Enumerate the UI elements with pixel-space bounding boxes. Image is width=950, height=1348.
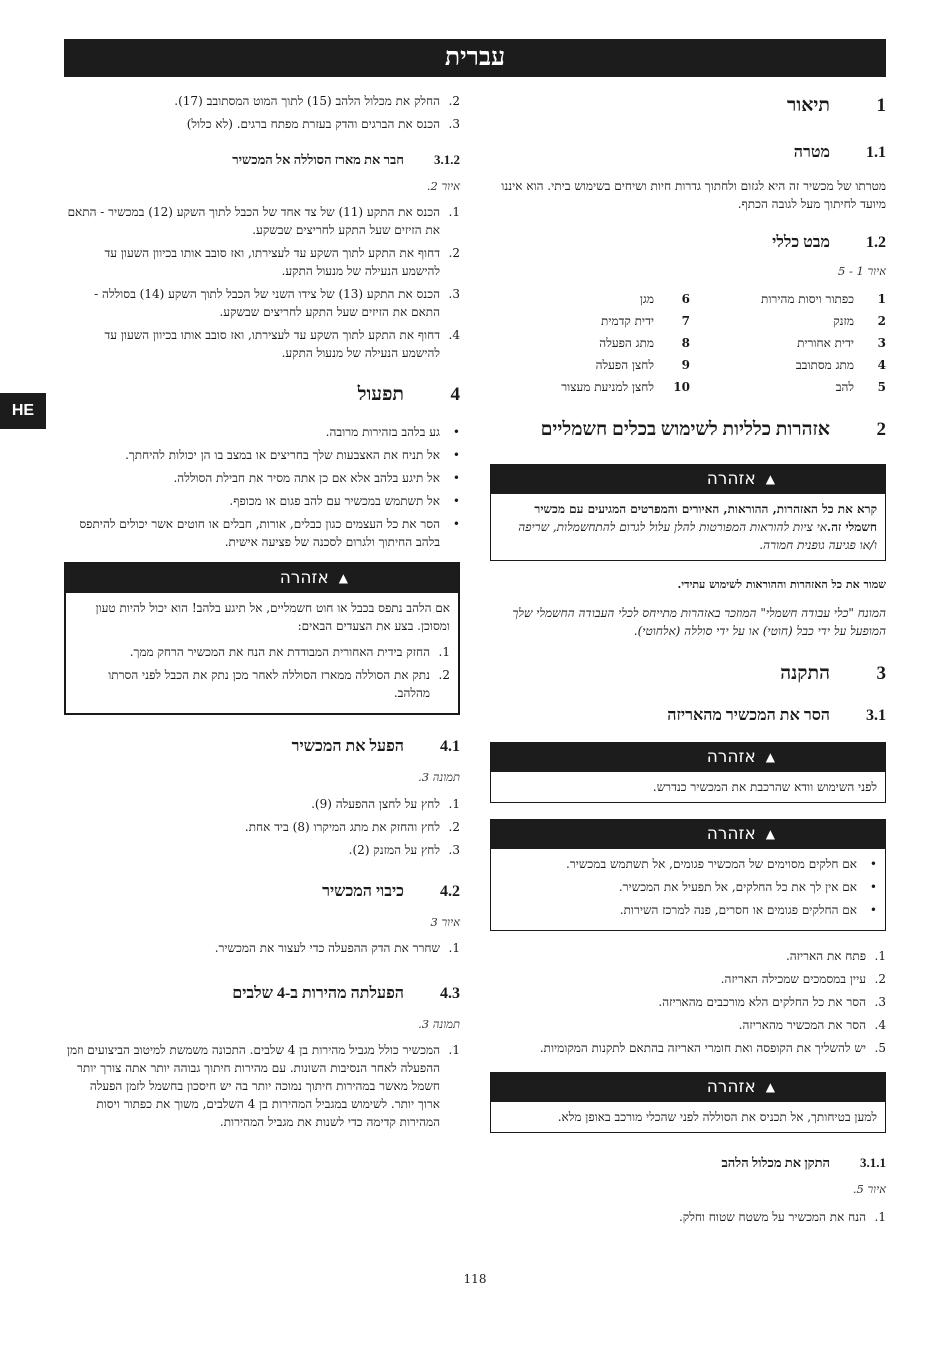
warning-icon: ▲ (765, 472, 775, 487)
step-text: לחץ על לחצן ההפעלה (9). (311, 796, 440, 811)
list-item (74, 666, 450, 702)
list-item (64, 285, 460, 321)
warning-icon: ▲ (765, 1080, 775, 1095)
section-title: חבר את מארז הסוללה אל המכשיר (232, 152, 404, 167)
part-label: מזנק (833, 313, 854, 328)
part-number: 6 (681, 291, 690, 306)
section-number: 3.1.1 (860, 1155, 886, 1171)
step-text: עיין במסמכים שמכילה האריזה. (720, 972, 866, 987)
section-heading (64, 880, 460, 904)
part-number: 2 (877, 313, 886, 328)
section-number: 2 (876, 418, 886, 440)
section-heading (64, 735, 460, 759)
part-label: להב (835, 379, 854, 394)
warning-header (491, 743, 885, 772)
purpose-text: מטרתו של מכשיר זה היא לגזום ולחתוך גדרות חיות ושיחים בשימוש ביתי. הוא איננו מיועד לחיתוך מעל לגובה הכתף. (501, 178, 886, 211)
step-number: 2. (448, 94, 460, 108)
section-heading (490, 704, 886, 728)
step-text: דחוף את התקע לתוך השקע עד לעצירתו, ואז סובב אותו בכיוון השעון עד להישמע הנעילה של מנעול התקע. (104, 327, 440, 360)
stop-steps (64, 939, 460, 957)
parts-list (490, 290, 886, 396)
list-item (64, 795, 460, 813)
list-item: • גע בלהב בזהירות מרובה. (64, 423, 460, 441)
list-item (64, 115, 460, 133)
part-label: מתג מסתובב (795, 357, 854, 372)
warning-label: אזהרה (706, 824, 756, 845)
section-title: התקנה (780, 662, 830, 684)
part-number: 9 (681, 357, 690, 372)
warning-label: אזהרה (706, 1077, 756, 1098)
list-item (64, 92, 460, 110)
step-number: 3. (448, 286, 460, 301)
figure-reference: איור 2. (426, 178, 460, 193)
step-text: הכנס את הברגים והדק בעזרת מפתח ברגים. (לא כלול) (186, 117, 440, 131)
step-text: החזק בידית האחורית המבודדת את הנח את המכשיר הרחק ממך. (129, 645, 430, 660)
part-label: ידית קדמית (601, 313, 654, 328)
list-item (490, 1039, 886, 1057)
figure-reference: איור 5. (852, 1181, 886, 1196)
section-title: הסר את המכשיר מהאריזה (667, 707, 830, 725)
step-number: 3. (874, 995, 886, 1010)
figure-reference: תמונה 3. (418, 1016, 460, 1031)
step-number: 1. (874, 1210, 886, 1224)
list-item (490, 970, 886, 988)
warning-body (491, 494, 885, 560)
section-title: הפעל את המכשיר (291, 738, 404, 756)
warning-header (66, 564, 458, 593)
warning-bold-text: קרא את כל האזהרות, ההוראות, האיורים והמפרטים המגיעים עם מכשיר חשמלי זה. (534, 502, 877, 535)
step-text: הנח את המכשיר על משטח שטוח וחלק. (678, 1210, 866, 1224)
figure-reference: תמונה 3. (418, 770, 460, 785)
part-label: מתג הפעלה (599, 335, 654, 350)
section-heading (490, 660, 886, 689)
section-heading (490, 231, 886, 255)
list-item (74, 643, 450, 661)
step-number: 4. (448, 327, 460, 342)
list-item (64, 326, 460, 362)
warning-body: לפני השימוש וודא שהרכבת את המכשיר כנדרש. (652, 780, 877, 795)
part-label: לחצן הפעלה (595, 357, 654, 372)
section-number: 3.1.2 (434, 152, 460, 167)
section-heading (490, 1153, 886, 1173)
warning-label: אזהרה (706, 747, 756, 768)
step-text: הכנס את התקע (13) של צידו השני של הכבל לתוך השקע (14) בסוללה - התאם את הזיזים שעל התקע לחריצים שבשקע. (94, 286, 440, 319)
list-item (490, 1208, 886, 1226)
section-number: 4.2 (440, 882, 460, 900)
list-item-text: הסר את כל העצמים כגון כבלים, אורות, חבלים או חוטים אשר יכולים להיתפס בלהב החיתוך ולגרום לסכנה של פציעה אישית. (79, 517, 440, 550)
step-text: נתק את הסוללה ממארז הסוללה לאחר מכן נתק את הכבל לפני הסרתו מהלהב. (108, 668, 430, 701)
list-item-text: אם החלקים פגומים או חסרים, פנה למרכז השירות. (619, 903, 857, 918)
warning-italic-text: אי ציות להוראות המפורטות להלן עלול לגרום להתחשמלות, שריפה ו/או פגיעה גופנית חמורה. (518, 520, 877, 553)
step-text: לחץ והחזק את מתג המיקרו (8) ביד אחת. (244, 819, 440, 834)
section-heading (64, 150, 460, 170)
warning-header (491, 465, 885, 494)
list-item-text: אל תיגע בלהב אלא אם כן אתה מסיר את חבילת הסוללה. (173, 471, 440, 486)
section-number: 1.2 (866, 233, 886, 251)
section-title: כיבוי המכשיר (322, 882, 404, 900)
list-item (64, 818, 460, 836)
warning-header (491, 820, 885, 849)
section-number: 3 (876, 662, 886, 684)
part-number: 1 (877, 291, 886, 306)
section-number: 4.3 (440, 984, 460, 1002)
warning-box (490, 742, 886, 803)
step-text: לחץ על המזנק (2). (348, 842, 440, 857)
part-number: 10 (673, 379, 690, 394)
list-item (64, 244, 460, 280)
section-heading (64, 982, 460, 1006)
step-number: 1. (448, 204, 460, 219)
warning-label: אזהרה (279, 568, 329, 589)
part-label: כפתור ויסות מהירות (761, 291, 854, 306)
step-number: 2. (448, 819, 460, 834)
step-number: 1. (874, 949, 886, 964)
part-number: 5 (877, 379, 886, 394)
section-title: מטרה (793, 143, 830, 161)
list-item: • אל תשתמש במכשיר עם להב פגום או מכופף. (64, 492, 460, 510)
section-title: אזהרות כלליות לשימוש בכלים חשמליים (540, 418, 830, 440)
step-number: 1. (448, 796, 460, 811)
step-text: יש להשליך את הקופסה ואת חומרי האריזה בהתאם לתקנות המקומיות. (539, 1041, 866, 1056)
warning-intro-text: אם הלהב נתפס בכבל או חוט חשמליים, אל תיגע בלהב! הוא יכול להיות טעון ומסוכן. בצע את הצעדים הבאים: (95, 601, 450, 634)
step-text: שחרר את הדק ההפעלה כדי לעצור את המכשיר. (214, 940, 440, 955)
term-definition-text: המונח "כלי עבודה חשמלי" המוזכר באזהרות מתייחס לכלי העבודה החשמלי שלך המופעל על ידי כבל (חוטי) או על ידי סוללה (אלחוטי). (512, 605, 886, 638)
part-number: 4 (877, 357, 886, 372)
step-number: 1. (438, 645, 450, 660)
step-number: 3. (448, 842, 460, 857)
language-title-bar: עברית (64, 39, 886, 77)
section-title: הפעלתה מהירות ב-4 שלבים (232, 984, 404, 1002)
warning-box (64, 562, 460, 715)
list-item: • אם אין לך את כל החלקים, אל תפעיל את המכשיר. (499, 878, 877, 896)
list-item (64, 841, 460, 859)
section-heading (64, 381, 460, 410)
section-number: 1.1 (866, 143, 886, 161)
step-text: דחוף את התקע לתוך השקע עד לעצירתו, ואז סובב אותו בכיוון השעון עד להישמע הנעילה של מנעול התקע. (104, 245, 440, 278)
list-item-text: אם חלקים מסוימים של המכשיר פגומים, אל תשתמש במכשיר. (566, 857, 857, 872)
battery-connect-steps (64, 203, 460, 362)
step-number: 3. (448, 117, 460, 131)
right-column (490, 92, 886, 1231)
list-item (490, 993, 886, 1011)
list-item: • אם החלקים פגומים או חסרים, פנה למרכז השירות. (499, 901, 877, 919)
list-item (64, 203, 460, 239)
keep-instructions-text: שמור את כל האזהרות וההוראות לשימוש עתידי. (677, 578, 886, 592)
step-number: 5. (874, 1041, 886, 1056)
list-item-text: אם אין לך את כל החלקים, אל תפעיל את המכשיר. (618, 880, 857, 895)
step-number: 4. (874, 1018, 886, 1033)
step-text: הסר את המכשיר מהאריזה. (738, 1018, 866, 1033)
part-number: 7 (681, 313, 690, 328)
list-item: • אל תיגע בלהב אלא אם כן אתה מסיר את חבילת הסוללה. (64, 469, 460, 487)
step-number: 1. (448, 1043, 460, 1057)
part-label: ידית אחורית (797, 335, 854, 350)
section-title: התקן את מכלול הלהב (721, 1155, 830, 1171)
section-number: 1 (876, 95, 886, 116)
step-number: 1. (448, 940, 460, 955)
list-item (490, 1016, 886, 1034)
part-number: 8 (681, 335, 690, 350)
warning-body (491, 849, 885, 930)
unpack-steps (490, 947, 886, 1057)
warning-icon: ▲ (765, 750, 775, 765)
step-text: פתח את האריזה. (785, 949, 866, 964)
warning-header (491, 1073, 885, 1102)
language-side-tab: HE (0, 393, 46, 429)
figure-reference: איור 3 (430, 914, 460, 929)
warning-label: אזהרה (706, 469, 756, 490)
warning-icon: ▲ (338, 571, 348, 586)
warning-box (490, 464, 886, 561)
step-text: החלק את מכלול הלהב (15) לתוך המוט המסתובב (17). (174, 94, 440, 108)
left-column (64, 92, 460, 1136)
section-heading (490, 416, 886, 445)
blade-install-steps (490, 1208, 886, 1226)
blade-install-steps-continued (64, 92, 460, 133)
section-title: מבט כללי (772, 233, 830, 251)
list-item (64, 1041, 460, 1131)
list-item-text: אל תשתמש במכשיר עם להב פגום או מכופף. (229, 494, 440, 509)
figure-reference: איור 1 - 5 (837, 263, 886, 278)
section-heading (490, 141, 886, 165)
part-label: מגן (639, 291, 654, 306)
section-title: תפעול (357, 383, 404, 405)
part-number: 3 (877, 335, 886, 350)
section-number: 4.1 (440, 738, 460, 756)
part-label: לחצן למניעת מעצור (561, 379, 654, 394)
list-item-text: אל תניח את האצבעות שלך בחריצים או במצב בו הן יכולות להיחתך. (125, 448, 440, 463)
step-number: 2. (874, 972, 886, 987)
section-heading (490, 92, 886, 121)
warning-body: למען בטיחותך, אל תכניס את הסוללה לפני שהכלי מורכב באופן מלא. (557, 1110, 877, 1125)
step-text: המכשיר כולל מגביל מהירות בן 4 שלבים. התכונה משמשת למיטוב הביצועים וזמן ההפעלה לאחר הנסיבות השונות. עם מהירות חיתוך גבוהה יותר אתה צורך יותר חשמל מאשר במהירות חיתוך נמוכה יותר בה יש חיסכון בחשמל לזמן הפעלה ארוך יותר. לשימוש במגביל המהירות בן 4 השלבים, משוך את כפתור ויסות המהירות קדימה כדי לשנות את מגביל המהירות. (66, 1043, 440, 1129)
section-number: 4 (450, 383, 460, 405)
list-item-text: גע בלהב בזהירות מרובה. (325, 425, 440, 440)
warning-box (490, 1072, 886, 1133)
list-item: • הסר את כל העצמים כגון כבלים, אורות, חבלים או חוטים אשר יכולים להיתפס בלהב החיתוך ולגרום לסכנה של פציעה אישית. (64, 515, 460, 551)
list-item (64, 939, 460, 957)
start-steps (64, 795, 460, 859)
section-number: 3.1 (866, 707, 886, 725)
step-number: 2. (448, 245, 460, 260)
section-title: תיאור (787, 95, 830, 116)
warning-icon: ▲ (765, 827, 775, 842)
step-text: הסר את כל החלקים הלא מורכבים מהאריזה. (658, 995, 866, 1010)
step-text: הכנס את התקע (11) של צד אחד של הכבל לתוך השקע (12) במכשיר - התאם את הזיזים שעל התקע לחריצים שבשקע. (67, 204, 440, 237)
step-number: 2. (438, 668, 450, 683)
list-item: • אם חלקים מסוימים של המכשיר פגומים, אל תשתמש במכשיר. (499, 855, 877, 873)
list-item (490, 947, 886, 965)
page-number: 118 (463, 1272, 487, 1286)
list-item: • אל תניח את האצבעות שלך בחריצים או במצב בו הן יכולות להיחתך. (64, 446, 460, 464)
warning-body (66, 593, 458, 713)
speed-steps (64, 1041, 460, 1131)
warning-box (490, 819, 886, 931)
operation-bullets (64, 423, 460, 551)
